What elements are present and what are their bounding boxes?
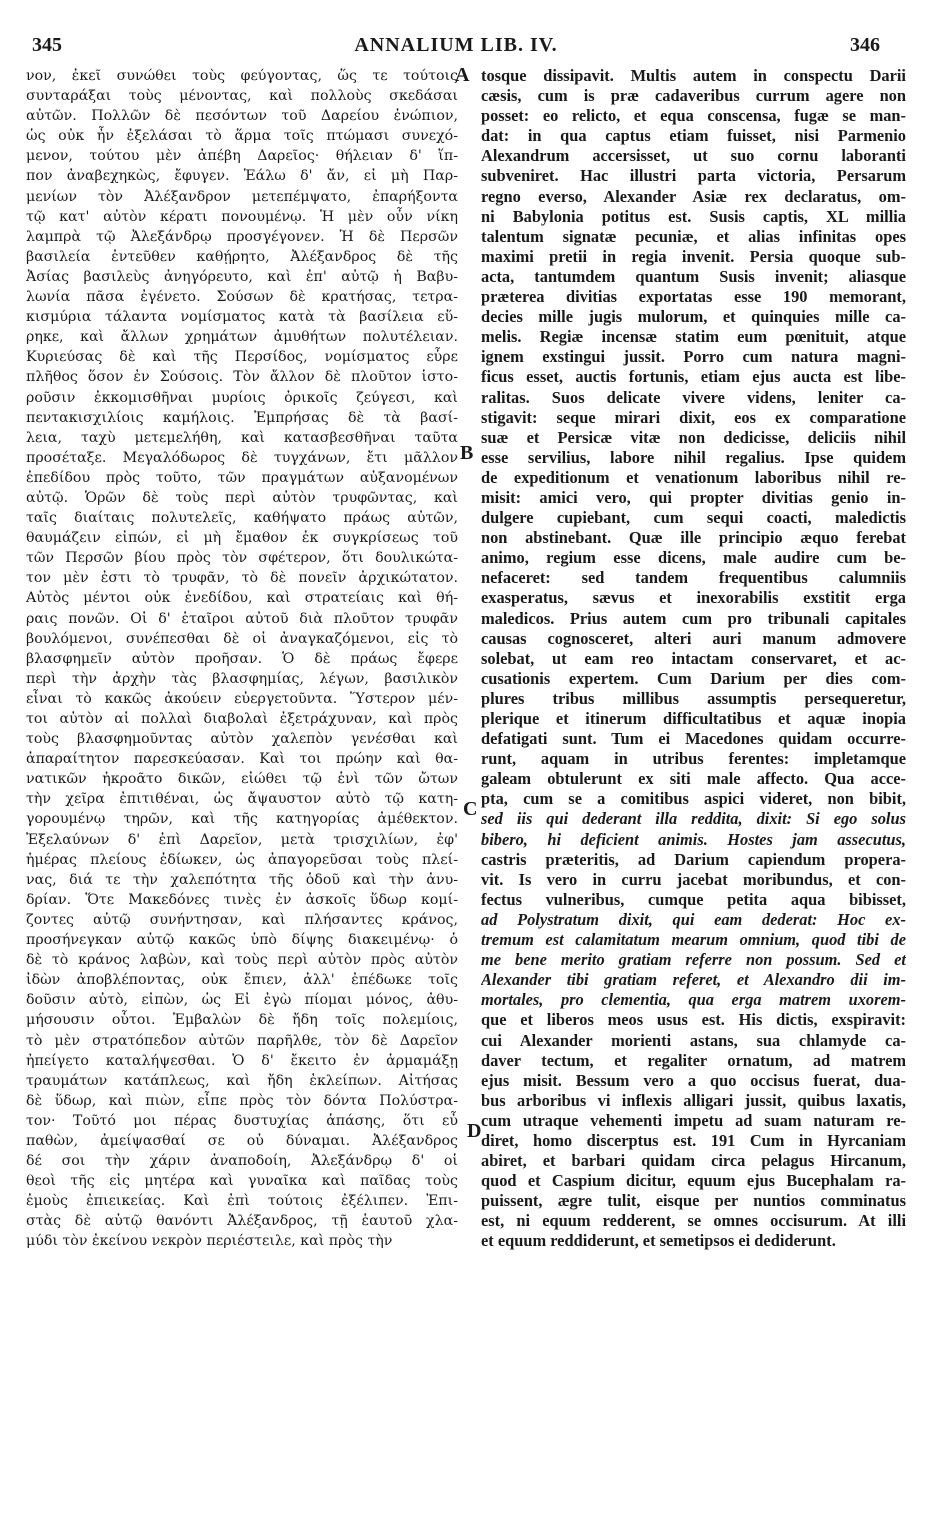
greek-text-line: Ἐξελαύνων δ' ἐπὶ Δαρεῖον, μετὰ τρισχιλίων, ἐφ'	[26, 831, 458, 848]
latin-text-line: et equum reddiderunt, et semetipsos ei dediderunt.	[481, 1231, 836, 1251]
latin-text-line: abiret, et barbari quidam circa pelagus Hircanum,	[481, 1151, 906, 1171]
greek-text-line: Ἀσίας βασιλεὺς ἀνηγόρευτο, καὶ ἐπ' αὐτῷ ἡ Βαβυ-	[26, 268, 458, 285]
greek-text-line: πεντακισχιλίοις καμήλοις. Ἐμπρήσας δὲ τὰ βασί-	[26, 409, 458, 426]
latin-text-line: quod et Caspium dicitur, equum ejus Bucephalam ra-	[481, 1171, 906, 1191]
greek-text-line: αὐτῶν. Πολλῶν δὲ πεσόντων τοῦ Δαρείου ἐνώπιον,	[26, 108, 458, 125]
greek-text-line: βλασφημεῖν αὐτὸν προῆσαν. Ὁ δὲ πράως ἔφερε	[26, 650, 458, 667]
greek-text-line: μενον, τούτου μὲν ἀπέβη Δαρεῖος· θήλειαν δ' ἵπ-	[26, 148, 458, 165]
greek-text-line: τοὺς βλασφημοῦντας αὐτὸν χαλεπὸν γενέσθαι καὶ	[26, 731, 458, 748]
latin-text-line: ad Polystratum dixit, qui eam dederat: Hoc ex-	[481, 909, 906, 929]
greek-text-line: θαυμάζειν εἰπών, εἰ μὴ ἔμαθον ἐκ συγκρίσεως τοῦ	[26, 530, 458, 547]
greek-text-line: τραυμάτων κατάπλεως, καὶ ἤδη ἐκλείπων. Αἰτήσας	[26, 1072, 458, 1089]
latin-text-line: nefaceret: sed tandem frequentibus calumniis	[481, 568, 906, 588]
page-number-left: 345	[32, 34, 62, 56]
greek-text-line: πον ἀναβεχηκὼς, ἔφυγεν. Ἑάλω δ' ἄν, εἰ μὴ Παρ-	[26, 168, 458, 185]
greek-text-line: ἐπεδίδου πρὸς τοῦτο, τῶν πραγμάτων αὐξανομένων	[26, 469, 458, 486]
greek-text-line: λαμπρὰ τῷ Ἀλεξάνδρῳ προσγέγονεν. Ἡ δὲ Περσῶν	[26, 228, 458, 245]
greek-text-line: στὰς δὲ αὐτῷ θανόντι Ἀλέξανδρος, τῇ ἑαυτοῦ χλα-	[26, 1213, 458, 1230]
running-title: ANNALIUM LIB. IV.	[354, 34, 558, 56]
margin-letter-b: B	[460, 442, 474, 464]
latin-text-line: suæ et Persicæ vitæ non dedicisse, deliciis nihil	[481, 427, 906, 447]
greek-text-line: δέ σοι τὴν χάριν ἀναποδοίη, Ἀλεξάνδρῳ δ' οἱ	[26, 1153, 458, 1170]
latin-text-line: regno everso, Alexander Asiæ rex declaratus, om-	[481, 186, 906, 206]
greek-text-line: περὶ τὴν ἀρχὴν τὰς βλασφημίας, λέγων, βασιλικὸν	[26, 670, 458, 687]
latin-text-line: animo, regium esse dicens, male audire cum be-	[481, 548, 906, 568]
greek-text-line: προσήνεγκαν αὐτῷ κακῶς ὑπὸ δίψης διακειμένῳ· ὁ	[26, 932, 458, 949]
greek-text-line: δρίαν. Ὅτε Μακεδόνες τινὲς ἐν ἀσκοῖς ὕδωρ κομί-	[26, 891, 458, 908]
latin-text-line: de expeditionum et venationum laboribus nihil re-	[481, 467, 906, 487]
latin-text-line: cui Alexander morienti astans, sua chlamyde ca-	[481, 1030, 906, 1050]
greek-text-line: δὲ ὕδωρ, καὶ πιὼν, εἶπε πρὸς τὸν δόντα Πολύστρα-	[26, 1092, 458, 1109]
greek-text-column	[26, 66, 458, 1252]
margin-letter-a: A	[455, 64, 470, 86]
latin-text-line: Alexandrum accersisset, ut suo cornu laboranti	[481, 146, 906, 166]
latin-text-line: diret, homo discerptus est. 191 Cum in Hyrcaniam	[481, 1130, 906, 1150]
latin-text-line: præterea divitias exportatas esse 190 memorant,	[481, 287, 906, 307]
greek-text-line: τὴν χεῖρα ἐπιτιθέναι, ὡς ἄψαυστον αὐτὸ τῷ κατη-	[26, 791, 458, 808]
greek-text-line: νατικῶν ἠκροᾶτο δικῶν, εἰώθει τῷ ἑνὶ τῶν ὤτων	[26, 771, 458, 788]
latin-text-line: que et liberos meos usus est. His dictis, exspiravit:	[481, 1010, 906, 1030]
greek-text-line: Αὐτὸς μέντοι οὐκ ἐνεδίδου, καὶ στρατείαις καὶ θή-	[26, 590, 458, 607]
latin-text-line: ignem exstingui jussit. Porro cum natura magni-	[481, 347, 906, 367]
greek-text-line: ἰδὼν ἀποβλέποντας, οὐκ ἔπιεν, ἀλλ' ἐπέδωκε τοῖς	[26, 972, 458, 989]
latin-text-line: bibero, hi deficient animis. Hostes jam assecutus,	[481, 829, 906, 849]
latin-text-line: tosque dissipavit. Multis autem in conspectu Darii	[481, 66, 906, 85]
latin-text-line: sed iis qui dederant illa reddita, dixit: Si ego solus	[481, 809, 906, 829]
greek-text-line: τῷ κατ' αὐτὸν κέρατι πονουμένῳ. Ἡ μὲν οὖν νίκη	[26, 208, 458, 225]
latin-text-line: decies mille jugis mulorum, et quinquies mille ca-	[481, 307, 906, 327]
greek-text-line: τοι αὐτὸν αἱ πολλαὶ διαβολαὶ ἐξετράχυναν, καὶ πρὸς	[26, 711, 458, 727]
greek-text-line: τον μὲν ἐστι τὸ τρυφᾶν, τὸ δὲ πονεῖν ἀρχικώτατον.	[26, 570, 458, 587]
latin-text-line: dat: in qua captus etiam fuisset, nisi Parmenio	[481, 126, 906, 146]
greek-text-line: βουλόμενοι, συνέπεσθαι δὲ οἱ ἀναγκαζόμενοι, εἰς τὸ	[26, 630, 458, 647]
latin-text-line: cum utraque vehementi impetu ad suam naturam re-	[481, 1110, 906, 1130]
latin-text-line: subveniret. Hac illustri parta victoria, Persarum	[481, 166, 906, 186]
latin-text-line: exasperatus, sævus et inexorabilis exstitit erga	[481, 588, 906, 608]
latin-text-line: mortales, pro clementia, qua erga matrem uxorem-	[481, 990, 906, 1010]
latin-text-line: misit: amici vero, qui propter divitias genio in-	[481, 487, 906, 507]
page-header	[32, 34, 880, 62]
page-number-right: 346	[850, 34, 880, 56]
latin-text-line: ralitas. Suos delicate vivere videns, leniter ca-	[481, 387, 906, 407]
latin-text-line: defatigati sunt. Tum ei Macedones quidam occurre-	[481, 729, 906, 749]
latin-text-line: plures tribus millibus assumptis persequeretur,	[481, 688, 906, 708]
greek-text-line: ἐμοὺς ἐπιεικείας. Καὶ ἐπὶ τούτοις ἐξέλιπεν. Ἐπι-	[26, 1193, 458, 1210]
greek-text-line: πλῆθος ὅσον ἐν Σούσοις. Τὸν ἄλλον δὲ πλοῦτον ἱστο-	[26, 369, 458, 386]
latin-text-line: solebat, ut eam reo intactam conservaret, et ac-	[481, 648, 906, 668]
greek-text-line: βασιλεία ἐντεῦθεν καθῄρητο, Ἀλέξανδρος δὲ τῆς	[26, 248, 458, 265]
greek-text-line: νας, διά τε τὴν χαλεπότητα τῆς ὁδοῦ καὶ τὴν ἀνυ-	[26, 871, 458, 888]
greek-text-line: ρηκε, καὶ ἄλλων χρημάτων ἀμυθήτων πολυτέλειαν.	[26, 329, 458, 346]
greek-text-line: δοῦσιν αὐτὸ, εἰπὼν, ὡς Εἰ ἐγὼ πίομαι μόνος, ἀθυ-	[26, 992, 458, 1009]
greek-text-line: παθὼν, ἀμείψασθαί σε οὐ δύναμαι. Ἀλέξανδρος	[26, 1132, 458, 1149]
greek-text-line: μενίων τὸν Ἀλέξανδρον μετεπέμψατο, ἐπαρήξοντα	[26, 188, 458, 205]
latin-text-line: ejus misit. Bessum vero a quo occisus fuerat, dua-	[481, 1070, 906, 1090]
greek-text-line: Κυριεύσας δὲ καὶ τῆς Περσίδος, νομίσματος εὗρε	[26, 349, 458, 366]
latin-text-line: cusationis expertem. Cum Darium per dies com-	[481, 668, 906, 688]
greek-text-line: γορουμένῳ τηρῶν, καὶ τῆς κατηγορίας ἀμέθεκτον.	[26, 811, 458, 828]
greek-text-line: τον· Τοῦτό μοι πέρας δυστυχίας ἁπάσης, ὅτι εὖ	[26, 1112, 458, 1129]
latin-text-line: plerique et itinerum difficultatibus et aquæ inopia	[481, 709, 906, 728]
greek-text-line: ταῖς διαίταις πολυτελεῖς, καθήψατο πράως αὐτῶν,	[26, 510, 458, 527]
greek-text-line: λωνία πᾶσα ἐγένετο. Σούσων δὲ κρατήσας, τετρα-	[26, 289, 458, 306]
margin-letter-d: D	[467, 1120, 482, 1142]
latin-text-line: ficus esset, auctis fortunis, etiam ejus aucta est libe-	[481, 367, 906, 387]
latin-text-line: runt, aquam in utribus ferentes: impletamque	[481, 749, 906, 769]
latin-text-line: pta, cum se a comitibus aspici videret, non bibit,	[481, 789, 906, 809]
greek-text-line: κισμύρια τάλαντα νομίσματος κατὰ τὰ βασίλεια εὕ-	[26, 309, 458, 326]
greek-text-line: μήσουσιν οὗτοι. Ἐμβαλὼν δὲ ἤδη τοῖς πολεμίοις,	[26, 1012, 458, 1029]
latin-text-line: dulgere cupiebant, cum sequi coacti, maledictis	[481, 508, 906, 528]
margin-letter-c: C	[463, 798, 478, 820]
latin-text-line: bus arboribus vi inflexis alligari jussit, quibus laxatis,	[481, 1090, 906, 1110]
latin-text-line: maximi pretii in regia invenit. Persia quoque sub-	[481, 246, 906, 266]
greek-text-line: νον, ἐκεῖ συνώθει τοὺς φεύγοντας, ὥς τε τούτοις	[26, 68, 458, 84]
greek-text-line: ραις πονῶν. Οἱ δ' ἑταῖροι αὐτοῦ διὰ πλοῦτον τρυφᾶν	[26, 610, 458, 627]
latin-text-line: galeam obtulerunt ex siti male affecto. Qua acce-	[481, 769, 906, 789]
latin-text-line: posset: eo relicto, et equa conscensa, fugæ se man-	[481, 106, 906, 126]
greek-text-line: λεια, ταχὺ μετεμελήθη, καὶ κατασβεσθῆναι ταῦτα	[26, 429, 458, 446]
greek-text-line: τῶν Περσῶν βίου πρὸς τὸν σφέτερον, ὅτι δουλικώτα-	[26, 550, 458, 567]
greek-text-line: τὸ μὲν στρατόπεδον αὐτῶν παρῆλθε, τὸν δὲ Δαρεῖον	[26, 1032, 458, 1049]
latin-text-line: talentum signatæ pecuniæ, et alias infinitas opes	[481, 226, 906, 246]
greek-text-line: συνταράξαι τοὺς μένοντας, καὶ πολλοὺς σκεδάσαι	[26, 88, 458, 105]
greek-text-line: θεοὶ τῆς εἰς μητέρα καὶ γυναῖκα καὶ παῖδας τοὺς	[26, 1173, 458, 1190]
greek-text-line: ἡμέρας πλείους ἐδίωκεν, ὡς ἀπαγορεῦσαι τοὺς πλεί-	[26, 851, 458, 868]
latin-text-line: maledicos. Prius autem cum pro tribunali capitales	[481, 608, 906, 628]
latin-text-line: causas cognosceret, alteri auri manum admovere	[481, 628, 906, 648]
latin-text-line: melis. Regiæ incensæ statim eum pœnituit, atque	[481, 327, 906, 347]
greek-text-line: μύδι τὸν ἐκείνου νεκρὸν περιέστειλε, καὶ πρὸς τὴν	[26, 1233, 393, 1250]
greek-text-line: ζοντες αὐτῷ συνήντησαν, καὶ πλήσαντες κράνος,	[26, 911, 458, 928]
latin-text-line: cæsis, cum is præ cadaveribus currum agere non	[481, 86, 906, 106]
latin-text-line: acta, tantumdem quantum Susis invenit; aliasque	[481, 266, 906, 286]
greek-text-line: ροῦσιν ἐκκομισθῆναι μυρίοις ὀρικοῖς ζεύγεσι, καὶ	[26, 389, 458, 406]
latin-text-line: non abstinebant. Quæ ille principio æquo ferebat	[481, 528, 906, 548]
latin-text-line: ni Babylonia potitus est. Susis captis, XL millia	[481, 206, 906, 226]
latin-text-line: est, ni equum redderent, se omnes occisurum. At illi	[481, 1211, 906, 1231]
latin-text-line: daver tectum, et regaliter ornatum, ad matrem	[481, 1050, 906, 1070]
greek-text-line: εἶναι τὸ κακῶς ἀκούειν εὐεργετοῦντα. Ὕστερον μέν-	[26, 690, 458, 707]
greek-text-line: ὡς οὐκ ἦν ἐξελάσαι τὸ ἅρμα τοῖς πτώμασι συνεχό-	[26, 128, 458, 145]
greek-text-line: ἀπαραίτητον παρεσκεύασαν. Καὶ τοι πρώην καὶ θα-	[26, 751, 458, 768]
greek-text-line: δὲ τὸ κράνος λαβὼν, καὶ τοὺς περὶ αὐτὸν πρὸς αὐτὸν	[26, 952, 458, 969]
latin-text-line: stigavit: seque mirari dixit, eos ex comparatione	[481, 407, 906, 427]
latin-text-column	[481, 66, 906, 1252]
greek-text-line: προσέταξε. Μεγαλόδωρος δὲ τυγχάνων, ἔτι μᾶλλον	[26, 449, 458, 466]
greek-text-line: ἠπείγετο καταλήψεσθαι. Ὁ δ' ἔκειτο ἐν ἁρμαμάξῃ	[26, 1052, 458, 1069]
latin-text-line: tremum est calamitatum mearum omnium, quod tibi de	[481, 930, 906, 950]
latin-text-line: castris præteritis, ad Darium capiendum propera-	[481, 849, 906, 869]
latin-text-line: fectus vulneribus, cumque petita aqua bibisset,	[481, 889, 906, 909]
latin-text-line: vit. Is vero in curru jacebat moribundus, et con-	[481, 869, 906, 889]
latin-text-line: Alexander tibi gratiam referet, et Alexandro dii im-	[481, 970, 906, 990]
greek-text-line: αὐτῷ. Ὁρῶν δὲ τοὺς περὶ αὐτὸν τρυφῶντας, καὶ	[26, 489, 458, 506]
latin-text-line: puissent, ægre tulit, eisque per nuntios comminatus	[481, 1191, 906, 1211]
latin-text-line: esse servilius, labore nihil regalius. Ipse quidem	[481, 447, 906, 467]
latin-text-line: me bene merito gratiam referre non possum. Sed et	[481, 950, 906, 970]
